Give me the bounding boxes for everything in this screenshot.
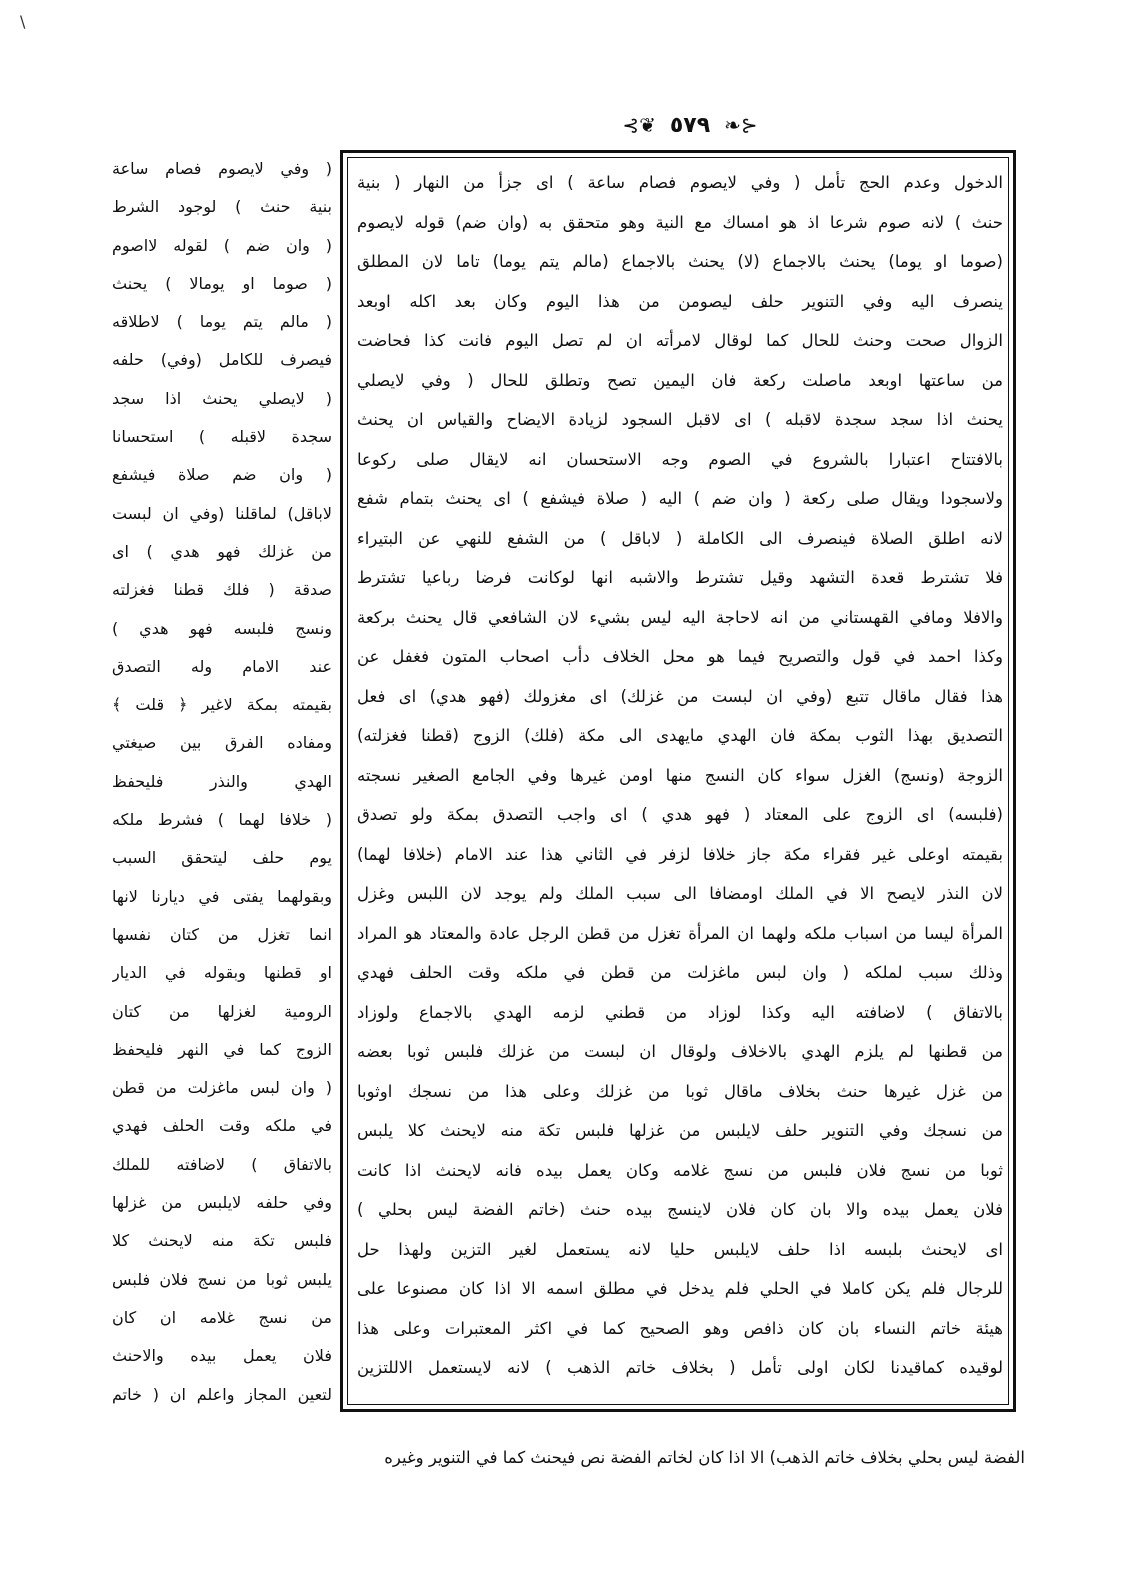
main-text-line: هيئة خاتم النساء بان كان ذافص وهو الصحيح كما في اكثر المعتبرات وعلى هذا [357,1318,1003,1338]
margin-text-line: لاباقل) لماقلنا (وفي ان لبست [112,503,332,523]
main-text-line: لانه اطلق الصلاة فينصرف الى الكاملة ( لاباقل ) من الشفع للنهي عن البتيراء [357,528,1003,548]
bottom-continuation-line: الفضة ليس بحلي بخلاف خاتم الذهب) الا اذا كان لخاتم الفضة نص فيحنث كما في التنوير وغيره [384,1448,1025,1467]
margin-text-line: من نسج غلامه ان كان [112,1307,332,1327]
main-text-line: ثوبا من نسج فلان فلبس من نسج غلامه وكان يعمل بيده فانه لايحنث اذا كانت [357,1160,1003,1180]
margin-text-line: ومفاده الفرق بين صيغتي [112,733,332,753]
main-text-line: التصديق بهذا الثوب بمكة فان الهدي مايهدى الى مكة (فلك) الزوج (قطنا فغزلته) [357,726,1003,745]
margin-text-line: سجدة لاقبله ) استحسانا [112,427,332,447]
main-text-line: هذا فقال ماقال تتبع (وفي ان لبست من غزلك) اى مغزولك (فهو هدي) اى فعل [357,686,1003,706]
main-text-line: وكذا احمد في قول والتصريح فيما هو محل الخلاف دأب اصحاب المتون فغفل عن [357,647,1003,666]
main-text-line: (فلبسه) اى الزوج على المعتاد ( فهو هدي ) اى واجب التصدق بمكة ولو تصدق [357,805,1003,824]
margin-text-line: وبقولهما يفتى في ديارنا لانها [112,886,332,906]
main-text-line: الزوال صحت وحنث للحال كما لوقال لامرأته ان لم تصل اليوم فانت كذا فحاضت [357,331,1003,350]
main-text-line: بالاتفاق ) لاضافته اليه وكذا لوزاد من قطني لزمه الهدي بالاجماع ولوزاد [357,1002,1003,1022]
margin-text-line: الزوج كما في النهر فليحفظ [112,1039,332,1059]
main-text-frame [340,150,1016,1412]
main-text-line: فلان يعمل بيده والا بان كان فلان لاينسج بيده حنث (خاتم الفضة ليس بحلي ) [357,1200,1003,1219]
main-text-line: يحنث اذا سجد سجدة لاقبله ) اى لاقبل السجود لزيادة الايضاح والقياس ان يحنث [357,410,1003,429]
main-text [357,163,1003,1388]
margin-text-line: فلبس تكة منه لايحنث كلا [112,1231,332,1251]
margin-text-line: فيصرف للكامل (وفي) حلفه [112,350,332,370]
margin-text-line: فلان يعمل بيده والاحنث [112,1346,332,1366]
main-text-line: وذلك سبب لملكه ( وان لبس ماغزلت من قطن في ملكه وقت الحلف فهدي [357,963,1003,982]
main-text-line: بقيمته اوعلى غير فقراء مكة جاز خلافا لزفر في الثاني هذا عند الامام (خلافا لهما) [357,844,1003,864]
margin-text-line: او قطنها وبقوله في الديار [112,963,332,983]
margin-text-line: من غزلك فهو هدي ) اى [112,541,332,561]
main-text-line: من نسجك وفي التنوير حلف لايلبس من غزلها فلبس تكة منه لايحنث كلا يلبس [357,1121,1003,1140]
margin-text-line: يلبس ثوبا من نسج فلان فلبس [112,1269,332,1289]
ornament-icon: ⊰❦ [622,113,656,137]
margin-text-line: عند الامام وله التصدق [112,656,332,676]
margin-text-line: انما تغزل من كتان نفسها [112,924,332,944]
main-text-line: المرأة ليسا من اسباب ملكه ولهما ان المرأة تغزل من قطن الرجل عادة والمعتاد هو المراد [357,923,1003,943]
main-text-line: ينصرف اليه وفي التنوير حلف ليصومن من هذا اليوم وكان بعد اكله اوبعد [357,291,1003,311]
margin-text-line: وفي حلفه لايلبس من غزلها [112,1193,332,1213]
main-text-line: من ساعتها اوبعد ماصلت ركعة فان اليمين تصح وتطلق للحال ( وفي لايصلي [357,370,1003,390]
margin-commentary [112,150,332,1414]
main-text-line: لان النذر لايصح الا في الملك اومضافا الى سبب الملك ولم يوجد لان اللبس وغزل [357,884,1003,903]
margin-text-line: ( وفي لايصوم فصام ساعة [112,159,332,178]
margin-text-line: يوم حلف ليتحقق السبب [112,848,332,868]
page-header [610,108,770,142]
margin-text-line: الرومية لغزلها من كتان [112,1001,332,1021]
margin-text-line: ( لايصلي يحنث اذا سجد [112,388,332,408]
margin-text-line: ( وان لبس ماغزلت من قطن [112,1078,332,1098]
margin-text-line: ( خلافا لهما ) فشرط ملكه [112,810,332,830]
margin-text-line: ( وان ضم ) لقوله لااصوم [112,235,332,255]
margin-text-line: لتعين المجاز واعلم ان ( خاتم [112,1384,332,1404]
main-text-line: من غزل غيرها حنث بخلاف ماقال ثوبا من غزلك وعلى هذا من نسجك اوثوبا [357,1081,1003,1101]
page-number: ٥٧٩ [669,112,711,138]
main-text-line: الزوجة (ونسج) الغزل سواء كان النسج منها اومن غيرها وفي الجامع الصغير نسجته [357,765,1003,785]
scan-mark: \ [20,12,26,31]
margin-text-line: بالاتفاق ) لاضافته للملك [112,1154,332,1174]
main-text-line: (صوما او يوما) يحنث بالاجماع (لا) يحنث بالاجماع (مالم يتم يوما) تاما لان المطلق [357,252,1003,271]
main-text-line: من قطنها لم يلزم الهدي بالاخلاف ولوقال ان لبست من غزلك فلبس ثوبا بعضه [357,1042,1003,1061]
main-text-line: فلا تشترط قعدة التشهد وقيل تشترط والاشبه انها لوكانت فرضا رباعيا تشترط [357,568,1003,587]
main-text-line: بالافتتاح اعتبارا بالشروع في الصوم وجه الاستحسان انه لايقال صلى ركوعا [357,449,1003,469]
main-text-line: حنث ) لانه صوم شرعا اذ هو امساك مع النية وهو متحقق به (وان ضم) قوله لايصوم [357,212,1003,232]
main-text-line: اى لايحنث بلبسه اذا حلف لايلبس حليا لانه يستعمل لغير التزين ولهذا حل [357,1239,1003,1259]
margin-text-line: صدقة ( فلك قطنا فغزلته [112,580,332,600]
main-text-line: ولاسجودا ويقال صلى ركعة ( وان ضم ) اليه ( صلاة فيشفع ) اى يحنث بتمام شفع [357,489,1003,508]
margin-text-line: في ملكه وقت الحلف فهدي [112,1116,332,1136]
margin-text-line: الهدي والنذر فليحفظ [112,771,332,791]
margin-text-line: ( وان ضم صلاة فيشفع [112,465,332,485]
margin-text-line: ( مالم يتم يوما ) لاطلاقه [112,312,332,332]
ornament-icon: ❧⊱ [724,113,758,137]
main-text-line: لوقيده كماقيدنا لكان اولى تأمل ( بخلاف خاتم الذهب ) لانه لايستعمل الاللتزين [357,1358,1003,1377]
main-text-line: الدخول وعدم الحج تأمل ( وفي لايصوم فصام ساعة ) اى جزأ من النهار ( بنية [357,173,1003,192]
margin-text-line: ( صوما او يومالا ) يحنث [112,273,332,293]
main-text-line: والافلا ومافي القهستاني من انه لاحاجة اليه ليس بشيء لان الشافعي قال يحنث بركعة [357,607,1003,627]
margin-text-line: ونسج فلبسه فهو هدي ) [112,618,332,638]
margin-text-line: بنية حنث ) لوجود الشرط [112,197,332,217]
main-text-line: للرجال فلم يكن كاملا في الحلي فلم يدخل في مطلق اسمه الا اذا كان مصنوعا على [357,1279,1003,1298]
margin-text-line: بقيمته بمكة لاغير ﴿ قلت ﴾ [112,695,332,715]
